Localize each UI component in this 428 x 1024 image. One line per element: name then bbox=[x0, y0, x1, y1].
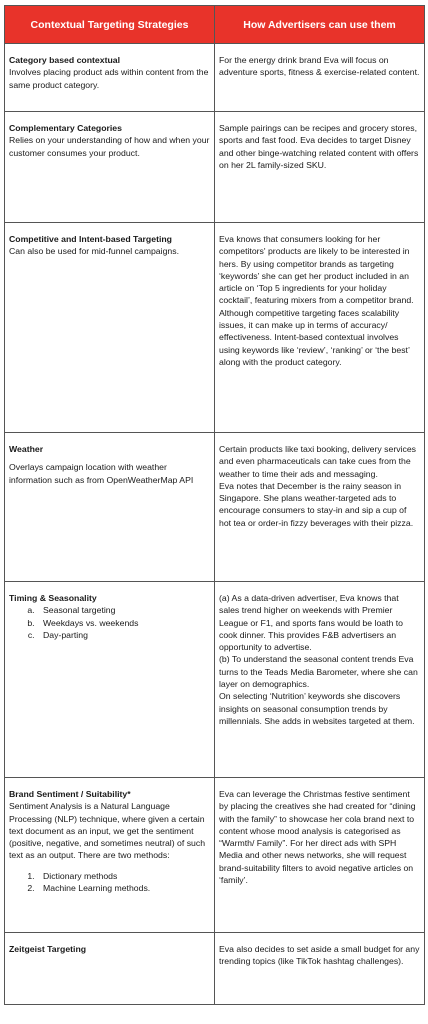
usage-cell bbox=[215, 223, 425, 433]
table-row bbox=[5, 778, 425, 933]
usage-cell bbox=[215, 778, 425, 933]
strategy-cell bbox=[5, 433, 215, 582]
table-row bbox=[5, 223, 425, 433]
table-row bbox=[5, 582, 425, 778]
list-item: b. Weekdays vs. weekends bbox=[37, 617, 210, 629]
strategy-cell bbox=[5, 582, 215, 778]
usage-text: Sample pairings can be recipes and grocery stores, sports and fast food. Eva decides to target Disney and other binge-watching related content with offers on her 2L family-sized SKU. bbox=[219, 123, 419, 170]
strategy-title: Complementary Categories bbox=[9, 123, 122, 133]
strategies-table bbox=[4, 5, 425, 1005]
strategy-description: Sentiment Analysis is a Natural Language Processing (NLP) technique, where given a certain text document as an input, we get the sentiment (positive, negative, and sometimes neutral) of such text as an output. There are two methods: bbox=[9, 801, 206, 861]
strategy-cell bbox=[5, 223, 215, 433]
header-row bbox=[5, 6, 425, 44]
usage-text: Eva can leverage the Christmas festive sentiment by placing the creatives she had created for “dining with the family” to showcase her cola brand next to content whose mood analysis is categorised as “Warmth/ Family”. For her direct ads with SPH Media and other news networks, she will request brand-suitability filters to avoid negative articles on ‘family’. bbox=[219, 789, 416, 886]
strategy-description: Relies on your understanding of how and when your customer consumes your product. bbox=[9, 135, 210, 158]
strategy-cell bbox=[5, 778, 215, 933]
strategy-description: Can also be used for mid-funnel campaigns. bbox=[9, 246, 179, 257]
usage-text: (b) To understand the seasonal content trends Eva turns to the Teads Media Barometer, where she can layer on demographics. bbox=[219, 654, 418, 690]
usage-text: On selecting ‘Nutrition’ keywords she discovers insights on seasonal consumption trends by millennials. She adds in websites targeted at them. bbox=[219, 691, 415, 726]
usage-text: For the energy drink brand Eva will focus on adventure sports, fitness & exercise-related content. bbox=[219, 55, 420, 78]
usage-cell bbox=[215, 44, 425, 112]
methods-list bbox=[9, 870, 210, 895]
strategy-cell bbox=[5, 44, 215, 112]
strategy-title: Timing & Seasonality bbox=[9, 593, 97, 603]
header-advertiser-use: How Advertisers can use them bbox=[215, 6, 425, 44]
list-item: c. Day-parting bbox=[37, 629, 210, 641]
usage-text: Although competitive targeting faces scalability issues, it can make up in terms of accuracy/ effectiveness. Intent-based contextual involves using keywords like ‘review’, ‘ranking’ or ‘the best’ along with the product category. bbox=[219, 307, 410, 367]
list-item: 1. Dictionary methods bbox=[37, 870, 210, 882]
strategy-title: Zeitgeist Targeting bbox=[9, 944, 87, 954]
table-row bbox=[5, 433, 425, 582]
timing-list bbox=[9, 604, 210, 641]
strategy-description: Involves placing product ads within content from the same product category. bbox=[9, 67, 209, 90]
usage-cell bbox=[215, 433, 425, 582]
table-row bbox=[5, 112, 425, 223]
list-item: 2. Machine Learning methods. bbox=[37, 882, 210, 894]
table-row bbox=[5, 44, 425, 112]
usage-text: (a) As a data-driven advertiser, Eva knows that sales trend higher on weekends with Premier League or F1, and sports fans would be loath to cook dinner. This provides F&B advertisers an opportunity to advertise. bbox=[219, 593, 404, 653]
usage-text: Certain products like taxi booking, delivery services and even pharmaceuticals can take cues from the weather to time their ads and messaging. bbox=[219, 444, 417, 479]
usage-text: Eva knows that consumers looking for her competitors' products are likely to be interested in hers. By using competitor brands as targeting ‘keywords’ she can get her product included in an article on ‘Top 5 ingredients for your holiday cocktail’, featuring mixers from a competitor brand. bbox=[219, 234, 414, 306]
header-strategies: Contextual Targeting Strategies bbox=[5, 6, 215, 44]
strategy-description: Overlays campaign location with weather information such as from OpenWeatherMap API bbox=[9, 462, 194, 485]
strategy-title: Competitive and Intent-based Targeting bbox=[9, 234, 172, 244]
strategies-table-container bbox=[4, 5, 424, 1005]
usage-text: Eva also decides to set aside a small budget for any trending topics (like TikTok hashtag challenges). bbox=[219, 944, 420, 967]
strategy-cell bbox=[5, 112, 215, 223]
list-item: a. Seasonal targeting bbox=[37, 604, 210, 616]
usage-cell bbox=[215, 933, 425, 1005]
strategy-title: Weather bbox=[9, 444, 44, 454]
table-row bbox=[5, 933, 425, 1005]
usage-cell bbox=[215, 582, 425, 778]
strategy-title: Category based contextual bbox=[9, 55, 121, 65]
usage-cell bbox=[215, 112, 425, 223]
strategy-title: Brand Sentiment / Suitability* bbox=[9, 789, 131, 799]
strategy-cell bbox=[5, 933, 215, 1005]
usage-text: Eva notes that December is the rainy season in Singapore. She plans weather-targeted ads to encourage consumers to stay-in and sip a cup of hot tea or order-in fizzy beverages with their pizza. bbox=[219, 480, 414, 528]
